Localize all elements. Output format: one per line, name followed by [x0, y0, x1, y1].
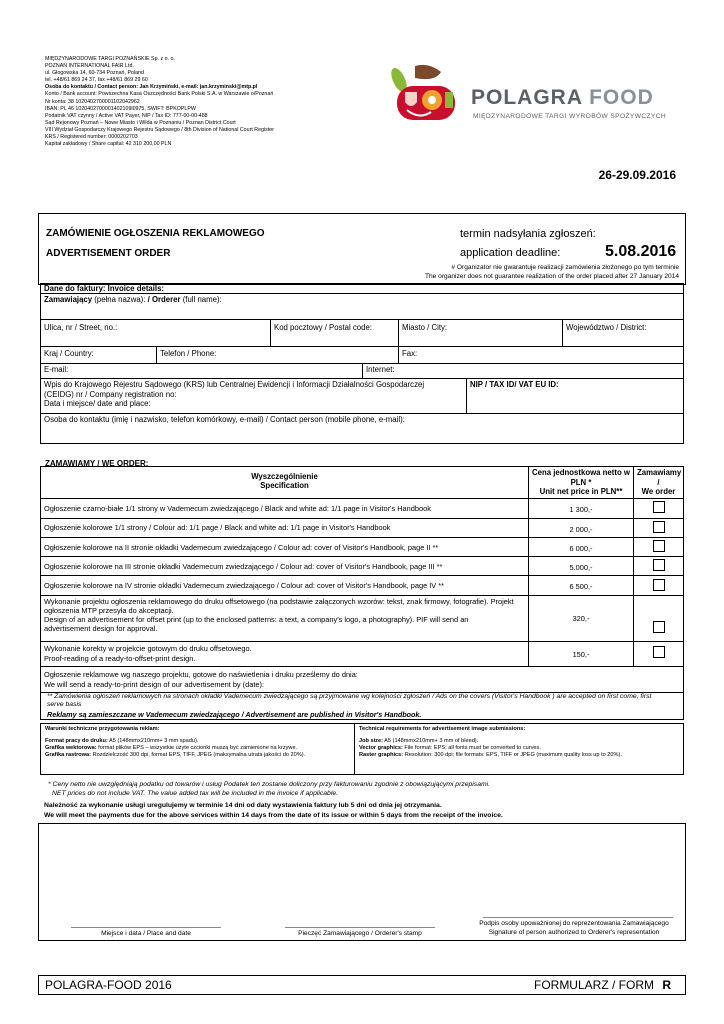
tech-pl-text: format plików EPS – wszystkie użyte czcionki muszą być zamienione na krzywe.	[96, 745, 298, 751]
company-line: ul. Głogowska 14, 60-734 Poznań, Poland	[45, 70, 144, 77]
company-line: MIĘDZYNARODOWE TARGI POZNAŃSKIE Sp. z o. o.	[45, 56, 175, 62]
order-item-price: 6 000,-	[529, 538, 634, 556]
company-line: Nr konta: 38 1020402700001102042962	[45, 98, 140, 105]
contact-person-row	[41, 414, 683, 445]
email-field[interactable]: E-mail:	[41, 364, 363, 378]
ready-line: We will send a ready-to-print design of our advertisement by (date):	[44, 679, 265, 689]
acceptance-row	[41, 693, 683, 721]
logo-tagline: MIĘDZYNARODOWE TARGI WYROBÓW SPOŻYWCZYCH	[473, 113, 667, 120]
col-specification	[41, 467, 529, 498]
design-line: Wykonanie projektu ogłoszenia reklamowego do druku offsetowego (na podstawie załączonych wzorów: tekst, znak firmowy, fotografie). Projekt	[44, 597, 514, 606]
design-line: ogłoszenia MTP przesyła do akceptacji.	[44, 605, 174, 615]
order-checkbox[interactable]	[653, 501, 665, 513]
order-table-header	[41, 467, 683, 499]
col-order-2: /	[657, 477, 660, 487]
order-title-pl: ZAMÓWIENIE OGŁOSZENIA REKLAMOWEGO	[46, 228, 265, 239]
proof-line: Wykonanie korekty w projekcie gotowym do druku offsetowego.	[44, 644, 252, 653]
tech-pl-label: Format pracy do druku:	[45, 738, 108, 744]
order-checkbox[interactable]	[653, 579, 665, 591]
logo-name-polagra: POLAGRA	[471, 86, 583, 109]
contact-row	[41, 347, 683, 364]
order-item-row	[41, 576, 683, 596]
col-price-3: Unit net price in PLN**	[539, 487, 623, 496]
place-date-line[interactable]	[71, 927, 221, 928]
order-checkbox[interactable]	[653, 559, 665, 571]
published-note: Reklamy są zamieszczane w Vademecum zwiedzającego / Advertisement are published in Visitor's Handbook.	[47, 710, 422, 719]
place-date-label: Miejsce i data / Place and date	[101, 930, 191, 937]
design-text	[41, 596, 529, 641]
fax-field[interactable]: Fax:	[402, 349, 418, 358]
phone-field[interactable]: Telefon / Phone:	[157, 347, 399, 363]
col-order-1: Zamawiamy	[637, 468, 682, 477]
deadline-label-pl: termin nadsyłania zgłoszeń:	[460, 228, 596, 240]
fair-dates: 26-29.09.2016	[598, 168, 676, 182]
order-title-en: ADVERTISEMENT ORDER	[46, 248, 171, 259]
col-we-order	[634, 467, 683, 498]
street-field[interactable]: Ulica, nr / Street, no.:	[41, 320, 271, 346]
col-spec-en: Specification	[260, 481, 309, 490]
order-item-check-cell	[634, 576, 683, 595]
payment-note-en: We will meet the payments due for the above services within 14 days from the date of its issue or within 5 days from the receipt of the invoice.	[44, 812, 503, 819]
order-item-text: Ogłoszenie kolorowe na III stronie okładki Vademecum zwiedzającego / Colour ad: cover of Visitor's Handbook, page III **	[41, 557, 529, 575]
tech-pl-label: Grafika wektorowa:	[45, 745, 97, 751]
orderer-row[interactable]	[41, 294, 683, 320]
company-line: Osoba do kontaktu / Contact person: Jan Krzymiński, e-mail: jan.krzyminski@mtp.pl	[45, 84, 258, 91]
tech-en-text: Resolution: 300 dpi; file formats: EPS, TIFF or JPEG (maximum quality loss up to 20%).	[403, 752, 622, 758]
tech-pl-label: Grafika rastrowa:	[45, 752, 92, 758]
food-basket-icon	[385, 60, 465, 130]
stamp-label: Pieczęć Zamawiającego / Orderer's stamp	[298, 930, 422, 937]
order-title-box	[38, 213, 686, 285]
design-price: 320,-	[529, 596, 634, 641]
order-item-check-cell	[634, 538, 683, 556]
orderer-field[interactable]	[41, 294, 683, 319]
order-item-price: 6 500,-	[529, 576, 634, 595]
company-line: POZNAN INTERNATIONAL FAIR Ltd.	[45, 63, 134, 70]
company-line: tel. +48/61 869 24 37, fax +48/61 869 29 60	[45, 77, 148, 84]
organizer-note-en: The organizer does not guarantee realization of the order placed after 27 January 2014	[424, 273, 679, 280]
tech-pl-text: A5 (148mmx210mm+ 3 mm spadu).	[107, 738, 199, 744]
orderer-label: (pełna nazwa):	[92, 295, 148, 304]
invoice-details-table	[40, 283, 684, 444]
tech-pl-text: Rozdzielczość 300 dpi, format EPS, TIFF, JPEG (maksymalna utrata jakości do 20%).	[91, 752, 306, 758]
proofreading-row	[41, 642, 683, 667]
vat-note-en: NET prices do not include VAT. The value added tax will be included in the invoice if applicable.	[52, 790, 339, 797]
country-field[interactable]: Kraj / Country:	[41, 347, 157, 363]
order-item-row	[41, 519, 683, 538]
footer-form-text: FORMULARZ / FORM	[533, 978, 654, 992]
tech-en-title: Technical requirements for advertisement image submissions:	[359, 726, 526, 732]
tech-en-label: Vector graphics:	[359, 745, 403, 751]
order-item-text: Ogłoszenie kolorowe na II stronie okładki Vademecum zwiedzającego / Colour ad: cover of Visitor's Handbook, page II **	[41, 538, 529, 556]
order-item-check-cell	[634, 557, 683, 575]
footer-event-name: POLAGRA-FOOD 2016	[45, 978, 172, 992]
tech-requirements-pl	[41, 724, 355, 774]
krs-field[interactable]	[41, 379, 467, 413]
col-price-2: PLN *	[570, 477, 592, 487]
order-checkbox[interactable]	[653, 540, 665, 552]
order-checkbox[interactable]	[653, 521, 665, 533]
payment-note-pl: Należność za wykonanie usługi uregulujemy w terminie 14 dni od daty wystawienia faktury lub 5 dni od dnia jej otrzymania.	[44, 802, 442, 809]
invoice-heading-row	[41, 284, 683, 294]
order-item-text: Ogłoszenie kolorowe 1/1 strony / Colour ad: 1/1 page / Black and white ad: 1/1 page in Visitor's Handbook	[41, 519, 529, 537]
address-row	[41, 320, 683, 347]
col-spec-pl: Wyszczególnienie	[251, 472, 318, 481]
order-item-price: 2 000,-	[529, 519, 634, 537]
company-line: Podatnik VAT czynny / Active VAT Payer, NIP / Tax ID: 777-00-00-488	[45, 112, 208, 119]
company-line: VIII Wydział Gospodarczy Krajowego Rejestru Sądowego / 8th Division of National Court Register	[45, 126, 275, 133]
ready-line: Ogłoszenie reklamowe wg naszego projektu, gotowe do naświetlenia i druku prześlemy do dnia:	[44, 670, 358, 679]
we-order-heading: ZAMAWIAMY / WE ORDER:	[45, 459, 149, 468]
order-item-text: Ogłoszenie kolorowe na IV stronie okładki Vademecum zwiedzającego / Colour ad: cover of Visitor's Handbook, page IV **	[41, 576, 529, 595]
company-line: IBAN: PL 46 1020402700001402109l0975, SWIFT: BPKOPLPW	[45, 105, 196, 112]
city-field[interactable]: Miasto / City:	[399, 320, 563, 346]
proofreading-text	[41, 642, 529, 666]
polagra-food-logo	[385, 60, 675, 130]
technical-requirements	[40, 723, 684, 775]
order-item-text: Ogłoszenie czarno-białe 1/1 strony w Vademecum zwiedzającego / Black and white ad: 1/1 page in Visitor's Handbook	[41, 499, 529, 518]
nip-field[interactable]: NIP / TAX ID/ VAT EU ID:	[470, 380, 559, 389]
stamp-line[interactable]	[285, 927, 435, 928]
ready-design-text[interactable]	[41, 667, 683, 692]
proofreading-price: 150,-	[529, 642, 634, 666]
deadline-label-en: application deadline:	[460, 247, 561, 259]
acceptance-note: ** Zamówienia ogłoszeń reklamowych na stronach okładki Vademecum zwiedzającego są przyjmowane wg kolejności zgłoszeń / Ads on the covers (Visitor's Handbook ) are accepted on first come, first	[47, 693, 652, 700]
tech-requirements-en	[355, 724, 683, 774]
design-check-cell	[634, 596, 683, 641]
signature-label-en: Signature of person authorized to Orderer's representation	[488, 929, 660, 936]
orderer-label-en-bold: / Orderer	[147, 295, 181, 304]
district-field[interactable]: Województwo / District:	[566, 323, 647, 332]
tech-en-label: Raster graphics:	[359, 752, 404, 758]
proofreading-check-cell	[634, 642, 683, 666]
design-line: advertisement design for approval.	[44, 623, 158, 633]
web-row	[41, 364, 683, 379]
organizer-note-pl: # Organizator nie gwarantuje realizacji zamówienia złożonego po tym terminie	[451, 264, 679, 271]
company-line: Sąd Rejonowy Poznań – Nowe Miasto i Wilda w Poznaniu / Poznan District Court	[45, 119, 236, 126]
design-row	[41, 596, 683, 642]
tech-en-text: A5 (148mmx210mm+ 3 mm of bleed).	[382, 738, 479, 744]
tech-en-label: Job size:	[359, 738, 383, 744]
deadline-date: 5.08.2016	[605, 243, 677, 260]
signature-line[interactable]	[483, 917, 673, 918]
internet-field[interactable]: Internet:	[366, 365, 395, 374]
footer-form-label	[534, 978, 671, 992]
orderer-label-en: (full name):	[180, 295, 222, 304]
vat-note-pl: * Ceny netto nie uwzględniają podatku od towarów i usług Podatek ten zostanie doliczony przy fakturowaniu zgodnie z obowiązującymi przepisami.	[48, 781, 491, 788]
date-place-label: Data i miejsce/ date and place:	[44, 399, 151, 409]
footer-form-code: R	[662, 978, 671, 992]
invoice-heading: Dane do faktury: Invoice details:	[44, 284, 165, 293]
ready-design-row[interactable]	[41, 667, 683, 693]
order-item-row	[41, 538, 683, 557]
company-line: KRS / Registered number: 0000202703	[45, 134, 138, 141]
logo-name-food: FOOD	[589, 86, 654, 109]
design-checkbox[interactable]	[653, 621, 665, 633]
krs-label: Wpis do Krajowego Rejestru Sądowego (KRS) lub Centralnej Ewidencji i Informacji Działalności Gospodarczej	[44, 380, 425, 389]
company-line: Kapitał zakładowy / Share capital: 42 310 200,00 PLN	[45, 141, 172, 148]
design-line: Design of an advertisement for offset print (up to the enclosed patterns: a text, a company's logo, a photography). PIF will send an	[44, 614, 469, 624]
signature-box	[38, 823, 686, 941]
proofreading-checkbox[interactable]	[653, 646, 665, 658]
tech-pl-title: Warunki techniczne przygotowania reklam:	[45, 726, 160, 732]
col-price-1: Cena jednostkowa netto w	[532, 468, 630, 477]
col-order-3: We order	[641, 487, 676, 496]
postal-code-field[interactable]: Kod pocztowy / Postal code:	[271, 320, 399, 346]
company-info	[45, 56, 375, 148]
registration-row	[41, 379, 683, 414]
order-item-price: 1 300,-	[529, 499, 634, 518]
order-item-check-cell	[634, 499, 683, 518]
orderer-label-bold: Zamawiający	[44, 295, 93, 304]
signature-label-pl: Podpis osoby upoważnionej do reprezentowania Zamawiającego	[479, 920, 669, 927]
acceptance-note-cont: serve basis	[47, 701, 82, 708]
order-item-check-cell	[634, 519, 683, 537]
order-table	[40, 466, 684, 720]
order-item-price: 5.000,-	[529, 557, 634, 575]
company-line: Konto / Bank account: Powszechna Kasa Oszczędności Bank Polski S.A. w Warszawie o/Poznań	[45, 91, 274, 98]
contact-person-field[interactable]: Osoba do kontaktu (imię i nazwisko, telefon komórkowy, e-mail) / Contact person (mobile phone, e-mail):	[44, 415, 405, 424]
order-item-row	[41, 557, 683, 576]
ceidg-label: (CEIDG) nr / Company registration no:	[44, 389, 177, 399]
proof-line: Proof-reading of a ready-to-offset-print design.	[44, 653, 196, 663]
footer	[38, 975, 686, 995]
col-price	[529, 467, 634, 498]
tech-en-text: File format: EPS; all fonts must be converted to curves.	[402, 745, 541, 751]
order-item-row	[41, 499, 683, 519]
